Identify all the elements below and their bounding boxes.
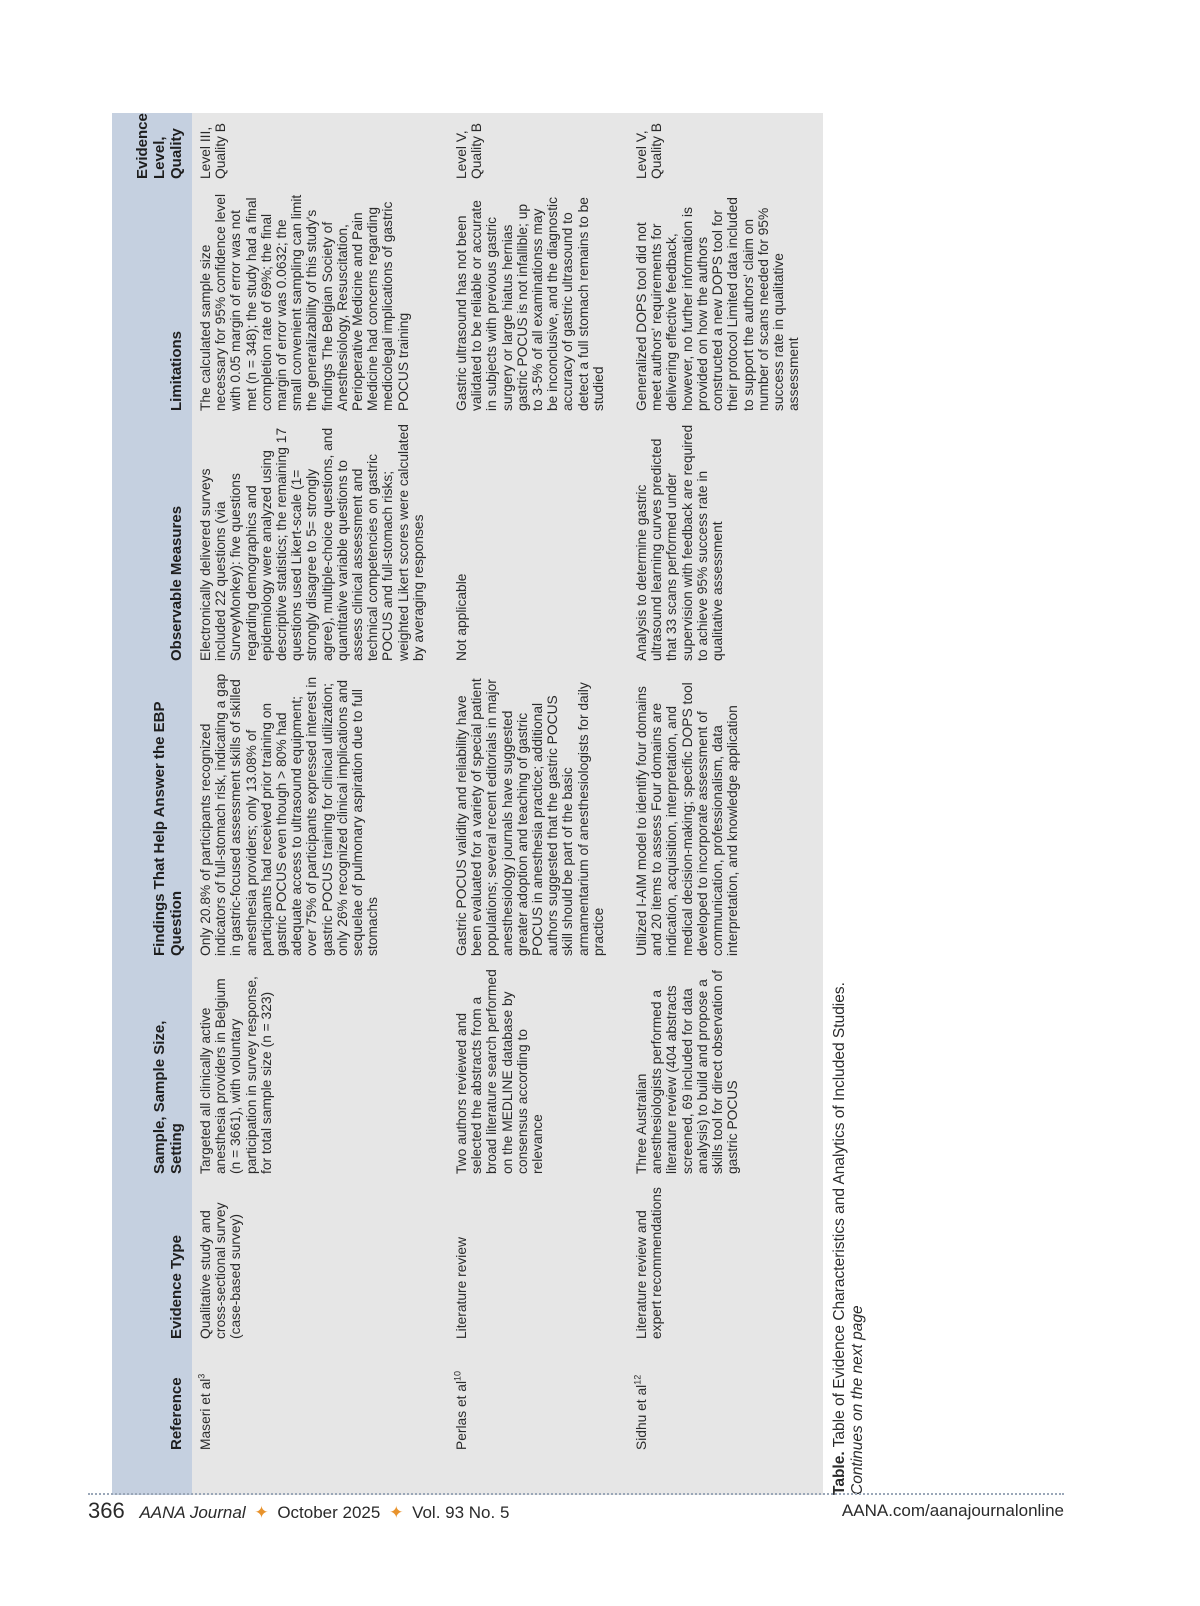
separator-icon: ✦ — [389, 1503, 404, 1522]
journal-name: AANA Journal — [139, 1503, 246, 1522]
table-header-row — [112, 113, 192, 1495]
table-row — [448, 113, 628, 1495]
cell-evidence-type: Qualitative study and cross-sectional survey (case-based survey) — [192, 1180, 448, 1345]
caption-label: Table. — [831, 1451, 849, 1495]
reference-name: Maseri et al — [198, 1378, 213, 1450]
header-limitations: Limitations — [112, 185, 192, 417]
cell-sample: Targeted all clinically active anesthesia providers in Belgium (n = 3661), with voluntary participation in survey response, for total sample size (n = 323) — [192, 962, 448, 1180]
cell-measures: Not applicable — [448, 417, 628, 667]
cell-sample: Three Australian anesthesiologists performed a literature review (404 abstracts screened, 69 included for data analysis) to build and propose a skills tool for direct observation of gastric POCUS — [628, 962, 823, 1180]
header-sample: Sample, Sample Size, Setting — [112, 962, 192, 1180]
issue-date: October 2025 — [277, 1503, 381, 1522]
footer-divider — [88, 1493, 1064, 1495]
reference-citation: 12 — [632, 1374, 643, 1385]
header-reference: Reference — [112, 1345, 192, 1495]
rotated-content — [112, 113, 1050, 1495]
cell-limitations: Gastric ultrasound has not been validated to be reliable or accurate in subjects with previous gastric surgery or large hiatus hernias gastric POCUS is not infallible; up to 3-5% of all examinationss may be inconclusive, and the diagnostic accuracy of gastric ultrasound to detect a full stomach remains to be studied — [448, 185, 628, 417]
header-measures: Observable Measures — [112, 417, 192, 667]
cell-findings: Utilized I-AIM model to identify four domains and 20 items to assess Four domains are indication, acquisition, interpretation, and medical decision-making; specific DOPS tool developed to incorporate assessment of communication, professionalism, data interpretation, and knowledge application — [628, 667, 823, 962]
reference-name: Perlas et al — [454, 1380, 470, 1450]
cell-evidence-type: Literature review — [448, 1180, 628, 1345]
cell-limitations: Generalized DOPS tool did not meet authors' requirements for delivering effective feedback, however, no further information is provided on how the authors constructed a new DOPS tool for their protocol Limited data included to support the authors' claim on number of scans needed for 95% success rate in qualitative assessment — [628, 185, 823, 417]
reference-citation: 3 — [196, 1373, 207, 1379]
page-footer — [88, 1498, 1064, 1528]
header-findings: Findings That Help Answer the EBP Question — [112, 667, 192, 962]
reference-name: Sidhu et al — [634, 1384, 650, 1450]
evidence-table — [112, 113, 823, 1495]
cell-reference — [192, 1345, 448, 1495]
cell-reference — [448, 1345, 628, 1495]
cell-reference — [628, 1345, 823, 1495]
cell-findings: Gastric POCUS validity and reliability have been evaluated for a variety of special patient populations; several recent editorials in major anesthesiology journals have suggested greater adoption and teaching of gastric POCUS in anesthesia practice; additional authors suggested that the gastric POCUS skill should be part of the basic armamentarium of anesthesiologists for daily practice — [448, 667, 628, 962]
caption-text: Table of Evidence Characteristics and Analytics of Included Studies. — [831, 982, 849, 1448]
cell-evidence-type: Literature review and expert recommendations — [628, 1180, 823, 1345]
separator-icon: ✦ — [254, 1503, 269, 1522]
reference-citation: 10 — [452, 1370, 463, 1381]
cell-measures: Electronically delivered surveys included 22 questions (via SurveyMonkey): five questions regarding demographics and epidemiology were analyzed using descriptive statistics; the remaining 17 questions used Likert-scale (1= strongly disagree to 5= strongly agree), multiple-choice questions, and quantitative variable questions to assess clinical assessment and technical competencies on gastric POCUS and full-stomach risks; weighted Likert scores were calculated by averaging responses — [192, 417, 448, 667]
rotated-table-area — [112, 113, 1200, 1495]
table-row — [192, 113, 448, 1495]
cell-level: Level III, Quality B — [192, 113, 448, 185]
table-caption — [831, 113, 867, 1495]
cell-level: Level V, Quality B — [448, 113, 628, 185]
volume-issue: Vol. 93 No. 5 — [412, 1503, 510, 1522]
cell-limitations: The calculated sample size necessary for 95% confidence level with 0.05 margin of error was not met (n = 348); the study had a final completion rate of 69%; the final margin of error was 0.0632; the small convenient sampling can limit the generalizability of this study's findings The Belgian Society of Anesthesiology, Resuscitation, Perioperative Medicine and Pain Medicine had concerns regarding medicolegal implications of gastric POCUS training — [192, 185, 448, 417]
cell-measures: Analysis to determine gastric ultrasound learning curves predicted that 33 scans performed under supervision with feedback are required to achieve 95% success rate in qualitative assessment — [628, 417, 823, 667]
page-number: 366 — [88, 1498, 125, 1523]
cell-sample: Two authors reviewed and selected the abstracts from a broad literature search performed on the MEDLINE database by consensus according to relevance — [448, 962, 628, 1180]
cell-level: Level V, Quality B — [628, 113, 823, 185]
caption-continued: Continues on the next page — [849, 1305, 867, 1495]
header-level: Evidence Level, Quality — [112, 113, 192, 185]
header-evidence-type: Evidence Type — [112, 1180, 192, 1345]
table-row — [628, 113, 823, 1495]
journal-url[interactable]: AANA.com/aanajournalonline — [841, 1501, 1064, 1520]
cell-findings: Only 20.8% of participants recognized indicators of full-stomach risk, indicating a gap in gastric-focused assessment skills of skilled anesthesia providers; only 13.08% of participants had received prior training on gastric POCUS even though > 80% had adequate access to ultrasound equipment; over 75% of participants expressed interest in gastric POCUS training for clinical utilization; only 26% recognized clinical implications and sequelae of pulmonary aspiration due to full stomachs — [192, 667, 448, 962]
